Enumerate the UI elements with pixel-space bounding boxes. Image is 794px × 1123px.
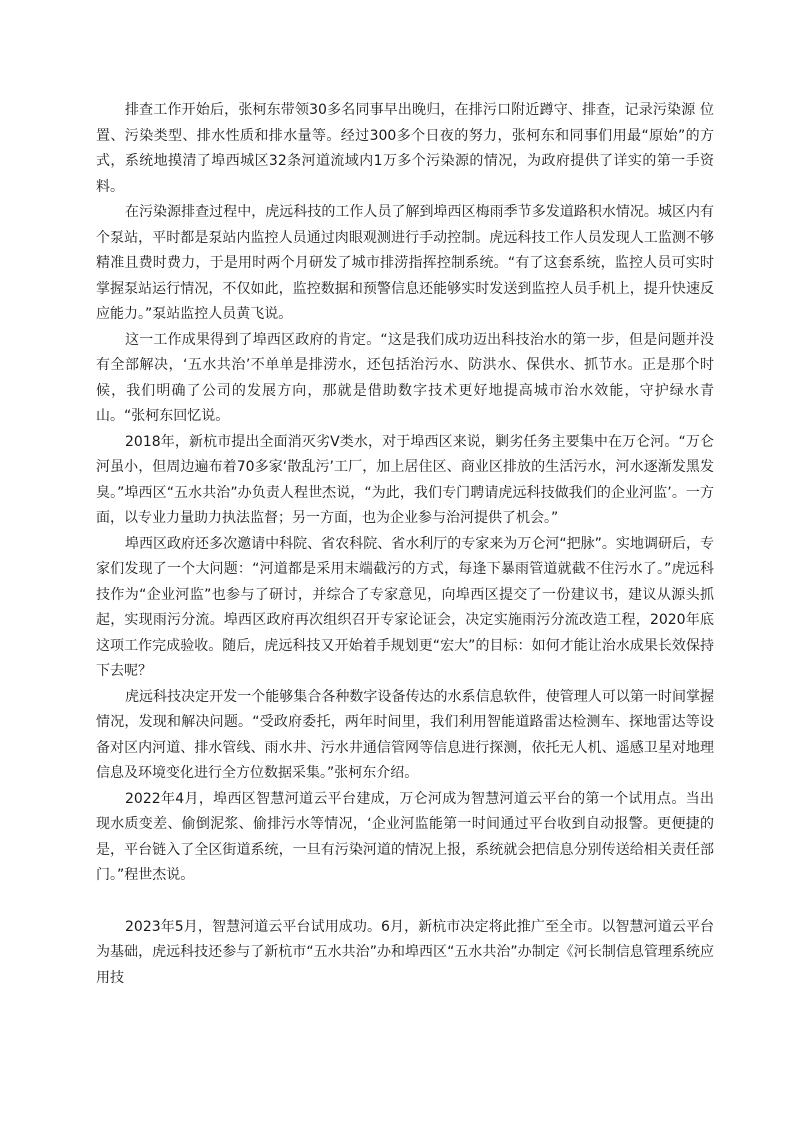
paragraph-5: 埠西区政府还多次邀请中科院、省农科院、省水利厅的专家来为万仑河“把脉”。实地调研后，专家们发现了一个大问题：“河道都是采用末端截污的方式，每逢下暴雨管道就截不住污水了。”虎远科技作为“企业河监”也参与了研讨，并综合了专家意见，向埠西区提交了一份建议书，建议从源头抓起，实现雨污分流。埠西区政府再次组织召开专家论证会，决定实施雨污分流改造工程，2020年底这项工作完成验收。随后，虎远科技又开始着手规划更“宏大”的目标：如何才能让治水成果长效保持下去呢？ — [96, 535, 714, 679]
paragraph-7: 2022年4月，埠西区智慧河道云平台建成，万仑河成为智慧河道云平台的第一个试用点。当出现水质变差、偷倒泥浆、偷排污水等情况，‘企业河监能第一时间通过平台收到自动报警。更便捷的是，平台链入了全区街道系统，一旦有污染河道的情况上报，系统就会把信息分别传送给相关责任部门。”程世杰说。 — [96, 790, 714, 883]
paragraph-4: 2018年，新杭市提出全面消灭劣Ⅴ类水，对于埠西区来说，剿劣任务主要集中在万仑河。“万仑河虽小，但周边遍布着70多家‘散乱污’工厂，加上居住区、商业区排放的生活污水，河水逐渐发黑发臭。”埠西区“五水共治”办负责人程世杰说，“为此，我们专门聘请虎远科技做我们的企业河监’。一方面，以专业力量助力执法监督；另一方面，也为企业参与治河提供了机会。” — [96, 433, 714, 526]
paragraph-2: 在污染源排查过程中，虎远科技的工作人员了解到埠西区梅雨季节多发道路积水情况。城区内有个泵站，平时都是泵站内监控人员通过肉眼观测进行手动控制。虎远科技工作人员发现人工监测不够精准且费时费力，于是用时两个月研发了城市排涝指挥控制系统。“有了这套系统，监控人员可实时掌握泵站运行情况，不仅如此，监控数据和预警信息还能够实时发送到监控人员手机上，提升快速反应能力。”泵站监控人员黄飞说。 — [96, 204, 714, 322]
document-page — [96, 98, 714, 991]
paragraph-6: 虎远科技决定开发一个能够集合各种数字设备传达的水系信息软件，使管理人可以第一时间掌握情况，发现和解决问题。“受政府委托，两年时间里，我们利用智能道路雷达检测车、探地雷达等设备对区内河道、排水管线、雨水井、污水井通信管网等信息进行探测，依托无人机、遥感卫星对地理信息及环境变化进行全方位数据采集。”张柯东介绍。 — [96, 688, 714, 781]
paragraph-1: 排查工作开始后，张柯东带领30多名同事早出晚归，在排污口附近蹲守、排查，记录污染源 位置、污染类型、排水性质和排水量等。经过300多个日夜的努力，张柯东和同事们用最“原始”的方式，系统地摸清了埠西城区32条河道流域内1万多个污染源的情况，为政府提供了详实的第一手资料。 — [96, 102, 714, 195]
paragraph-8: 2023年5月，智慧河道云平台试用成功。6月，新杭市决定将此推广至全市。以智慧河道云平台为基础，虎远科技还参与了新杭市“五水共治”办和埠西区“五水共治”办制定《河长制信息管理系统应用技 — [96, 918, 714, 986]
paragraph-3: 这一工作成果得到了埠西区政府的肯定。“这是我们成功迈出科技治水的第一步，但是问题并没有全部解决，‘五水共治’不单单是排涝水，还包括治污水、防洪水、保供水、抓节水。正是那个时候，我们明确了公司的发展方向，那就是借助数字技术更好地提高城市治水效能，守护绿水青山。“张柯东回忆说。 — [96, 331, 714, 424]
